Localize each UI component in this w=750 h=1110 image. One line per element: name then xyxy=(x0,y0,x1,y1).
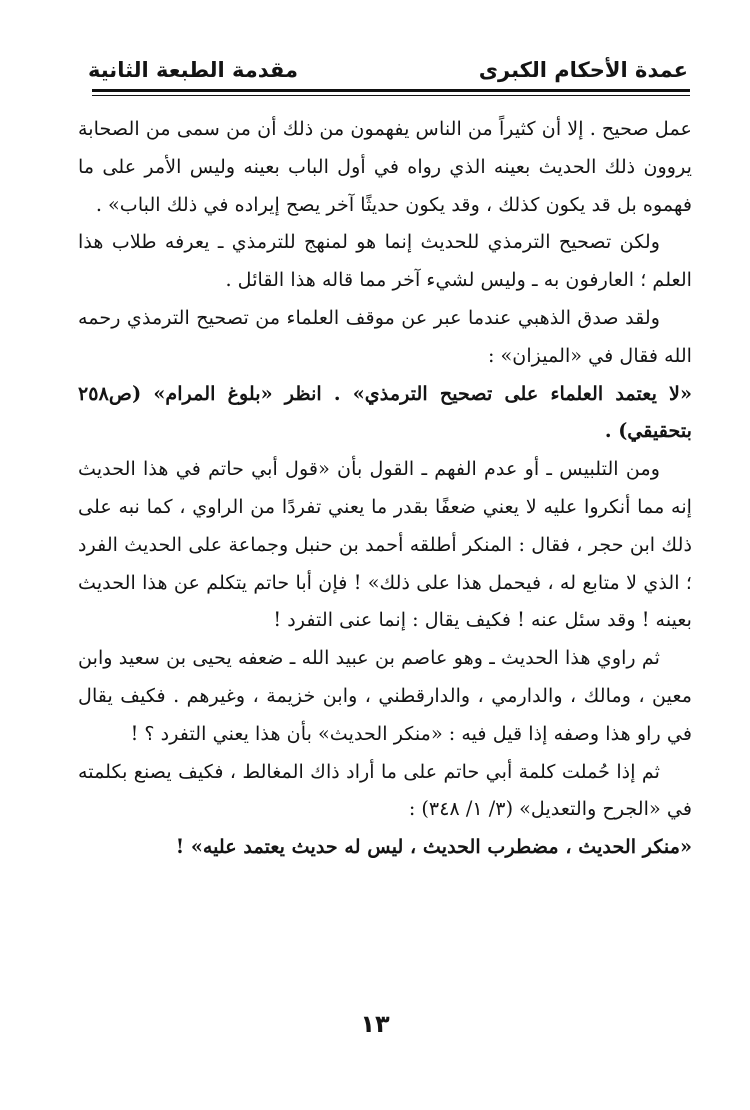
paragraph: ولكن تصحيح الترمذي للحديث إنما هو لمنهج للترمذي ـ يعرفه طلاب هذا العلم ؛ العارفون به ـ وليس لشيء آخر مما قاله هذا القائل . xyxy=(78,230,692,292)
paragraph: ولقد صدق الذهبي عندما عبر عن موقف العلماء من تصحيح الترمذي رحمه الله فقال في «الميزان» : xyxy=(78,305,692,367)
running-header-book-title: عمدة الأحكام الكبرى xyxy=(478,58,688,82)
quotation: «لا يعتمد العلماء على تصحيح الترمذي» . انظر «بلوغ المرام» (ص٢٥٨ بتحقيقي) . xyxy=(78,381,692,443)
running-header-section-title: مقدمة الطبعة الثانية xyxy=(88,58,299,82)
paragraph: ثم إذا حُملت كلمة أبي حاتم على ما أراد ذاك المغالط ، فكيف يصنع بكلمته في «الجرح والتعديل» (٣/ ١/ ٣٤٨) : xyxy=(78,759,692,821)
header-rule-thick xyxy=(92,89,690,92)
body-text xyxy=(78,110,692,866)
paragraph: ومن التلبيس ـ أو عدم الفهم ـ القول بأن «قول أبي حاتم في هذا الحديث إنه مما أنكروا عليه لا يعني ضعفًا بقدر ما يعني تفردًا من الراوي ، كما نبه على ذلك ابن حجر ، فقال : المنكر أطلقه أحمد بن حنبل وجماعة على الحديث الفرد ؛ الذي لا متابع له ، فيحمل هذا على ذلك» ! فإن أبا حاتم يتكلم عن هذا الحديث بعينه ! وقد سئل عنه ! فكيف يقال : إنما عنى التفرد ! xyxy=(78,457,692,632)
header-rule-thin xyxy=(92,95,690,96)
paragraph: عمل صحيح . إلا أن كثيراً من الناس يفهمون من ذلك أن من سمى من الصحابة يروون ذلك الحديث بعينه الذي رواه في أول الباب بعينه وليس الأمر على ما فهموه بل قد يكون كذلك ، وقد يكون حديثًا آخر يصح إيراده في ذلك الباب» . xyxy=(78,117,692,216)
quotation: «منكر الحديث ، مضطرب الحديث ، ليس له حديث يعتمد عليه» ! xyxy=(175,835,692,859)
page-number: ١٣ xyxy=(360,1010,390,1038)
paragraph: ثم راوي هذا الحديث ـ وهو عاصم بن عبيد الله ـ ضعفه يحيى بن سعيد وابن معين ، ومالك ، والدارمي ، والدارقطني ، وابن خزيمة ، وغيرهم . فكيف يقال في راو هذا وصفه إذا قيل فيه : «منكر الحديث» بأن هذا يعني التفرد ؟ ! xyxy=(78,646,692,745)
